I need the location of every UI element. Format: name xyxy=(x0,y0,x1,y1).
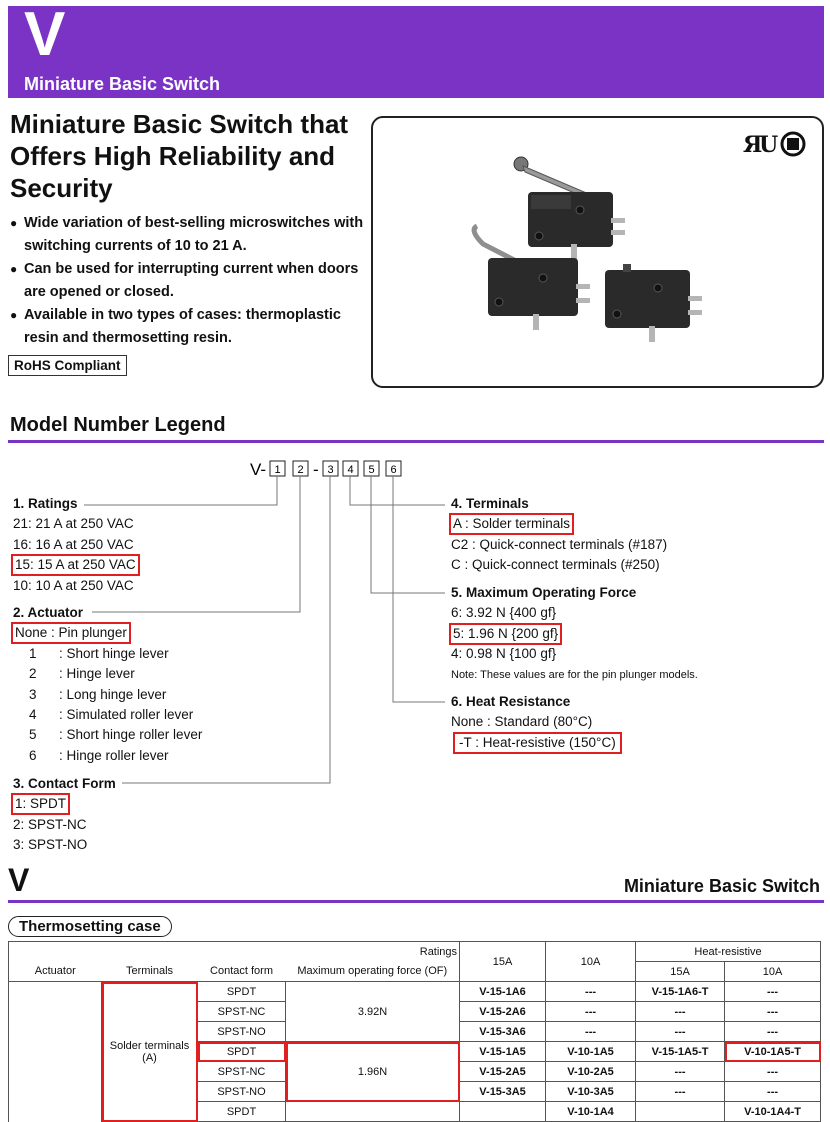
model-cell: V-10-3A5 xyxy=(546,1082,636,1102)
svg-text:U: U xyxy=(759,132,779,158)
heat-title: 6. Heat Resistance xyxy=(451,694,571,709)
actuator-code: 5 xyxy=(29,727,37,743)
rating-item: 16: 16 A at 250 VAC xyxy=(13,536,134,552)
rating-item: 10: 10 A at 250 VAC xyxy=(13,577,134,593)
heat-resistive-header: Heat-resistive xyxy=(636,942,821,962)
model-cell: --- xyxy=(636,1062,725,1082)
contact-cell: SPST-NO xyxy=(198,1022,286,1042)
ul-recognized-icon xyxy=(743,132,778,158)
actuator-item-highlighted: None : Pin plunger xyxy=(15,625,127,641)
model-cell: --- xyxy=(546,1022,636,1042)
force-item: 6: 3.92 N {400 gf} xyxy=(451,605,557,621)
ratings-header: Ratings xyxy=(9,942,460,962)
col-heat-10a: 10A xyxy=(725,962,821,982)
force-item-highlighted: 5: 1.96 N {200 gf} xyxy=(453,625,559,641)
model-cell: --- xyxy=(546,982,636,1002)
model-table xyxy=(8,941,821,1122)
model-cell: --- xyxy=(725,1022,821,1042)
actuator-code: 1 xyxy=(29,645,37,661)
model-cell: --- xyxy=(636,1082,725,1102)
model-cell: --- xyxy=(725,982,821,1002)
contact-cell-highlighted: SPDT xyxy=(198,1042,286,1062)
heat-item-highlighted: -T : Heat-resistive (150°C) xyxy=(455,734,620,752)
actuator-cell xyxy=(9,982,102,1122)
actuator-title: 2. Actuator xyxy=(13,605,84,620)
model-cell: V-10-1A5 xyxy=(546,1042,636,1062)
page2-divider xyxy=(8,900,824,903)
section-divider xyxy=(8,440,824,443)
contact-item-highlighted: 1: SPDT xyxy=(15,796,67,812)
rating-item-highlighted: 15: 15 A at 250 VAC xyxy=(15,557,136,573)
actuator-text: : Short hinge roller lever xyxy=(59,727,203,743)
feature-item: ● Wide variation of best-selling microswitches with switching currents of 10 to 21 A. xyxy=(10,212,375,258)
code-box-2: 2 xyxy=(297,464,304,476)
contact-item: 3: SPST-NO xyxy=(13,837,88,853)
model-cell: V-15-1A6 xyxy=(460,982,546,1002)
page2-series-letter: V xyxy=(8,862,30,898)
ratings-group xyxy=(13,494,138,596)
col-operating-force: Maximum operating force (OF) xyxy=(286,962,460,982)
header-banner xyxy=(8,0,824,98)
model-cell: V-10-2A5 xyxy=(546,1062,636,1082)
ratings-title: 1. Ratings xyxy=(13,496,78,511)
actuator-text: : Hinge lever xyxy=(59,666,135,682)
col-contact-form: Contact form xyxy=(198,962,286,982)
actuator-code: 6 xyxy=(29,747,37,763)
terminal-item-highlighted: A : Solder terminals xyxy=(453,516,571,532)
series-subtitle: Miniature Basic Switch xyxy=(24,74,221,94)
page2-title: Miniature Basic Switch xyxy=(623,876,820,896)
model-cell xyxy=(460,1102,546,1122)
actuator-code: 4 xyxy=(29,707,37,723)
model-cell: --- xyxy=(636,1002,725,1022)
model-cell: V-10-1A4 xyxy=(546,1102,636,1122)
terminal-item: C2 : Quick-connect terminals (#187) xyxy=(451,536,668,552)
force-group xyxy=(451,583,698,685)
heat-group xyxy=(451,692,620,753)
product-headline: Miniature Basic Switch that Offers High Reliability and Security xyxy=(10,109,349,203)
model-cell: --- xyxy=(636,1022,725,1042)
section-title-legend: Model Number Legend xyxy=(10,414,226,436)
model-cell: V-15-1A6-T xyxy=(636,982,725,1002)
actuator-text: : Hinge roller lever xyxy=(59,747,169,763)
force-item: 4: 0.98 N {100 gf} xyxy=(451,646,557,662)
feature-list xyxy=(10,212,375,350)
code-box-6: 6 xyxy=(390,464,397,476)
switch-image-plunger xyxy=(605,264,702,342)
svg-text:Я: Я xyxy=(743,132,763,158)
model-cell: V-15-1A5-T xyxy=(636,1042,725,1062)
code-prefix: V- xyxy=(250,460,267,479)
actuator-code: 2 xyxy=(29,666,37,682)
model-cell: --- xyxy=(725,1002,821,1022)
terminal-item: C : Quick-connect terminals (#250) xyxy=(451,557,660,573)
model-cell: V-15-1A5 xyxy=(460,1042,546,1062)
contact-cell: SPDT xyxy=(198,1102,286,1122)
csa-certified-icon xyxy=(782,133,804,155)
contact-cell: SPST-NC xyxy=(198,1062,286,1082)
col-10a: 10A xyxy=(546,942,636,982)
force-note: Note: These values are for the pin plunger models. xyxy=(451,668,698,681)
model-cell: --- xyxy=(725,1082,821,1102)
actuator-text: : Long hinge lever xyxy=(59,686,167,702)
force-cell xyxy=(286,1102,460,1122)
code-separator: - xyxy=(313,460,319,479)
contact-cell: SPST-NC xyxy=(198,1002,286,1022)
contact-item: 2: SPST-NC xyxy=(13,816,87,832)
model-cell xyxy=(636,1102,725,1122)
model-cell: --- xyxy=(546,1002,636,1022)
switch-image-roller xyxy=(514,157,625,260)
code-box-4: 4 xyxy=(347,464,354,476)
terminals-group xyxy=(451,494,667,576)
force-cell-highlighted: 1.96N xyxy=(286,1042,460,1102)
col-15a: 15A xyxy=(460,942,546,982)
model-cell: V-15-3A5 xyxy=(460,1082,546,1102)
terminals-title: 4. Terminals xyxy=(451,496,529,511)
series-letter: V xyxy=(24,0,66,69)
heat-item: None : Standard (80°C) xyxy=(451,714,593,730)
actuator-text: : Short hinge lever xyxy=(59,645,169,661)
contact-form-group xyxy=(13,774,116,856)
terminal-cell: Solder terminals (A) xyxy=(102,982,198,1122)
feature-item: ● Available in two types of cases: thermoplastic resin and thermosetting resin. xyxy=(10,304,375,350)
col-terminals: Terminals xyxy=(102,962,198,982)
actuator-group xyxy=(13,603,202,766)
rating-item: 21: 21 A at 250 VAC xyxy=(13,516,134,532)
contact-cell: SPST-NO xyxy=(198,1082,286,1102)
model-cell: V-15-2A6 xyxy=(460,1002,546,1022)
force-title: 5. Maximum Operating Force xyxy=(451,585,637,600)
model-cell: V-15-2A5 xyxy=(460,1062,546,1082)
model-cell: V-10-1A4-T xyxy=(725,1102,821,1122)
actuator-text: : Simulated roller lever xyxy=(59,707,194,723)
rohs-badge: RoHS Compliant xyxy=(8,355,127,376)
case-type-label: Thermosetting case xyxy=(8,916,172,937)
actuator-code: 3 xyxy=(29,686,37,702)
col-actuator: Actuator xyxy=(9,962,102,982)
contact-cell: SPDT xyxy=(198,982,286,1002)
model-cell: V-15-3A6 xyxy=(460,1022,546,1042)
product-photo xyxy=(371,116,824,388)
contact-form-title: 3. Contact Form xyxy=(13,776,116,791)
feature-item: ● Can be used for interrupting current when doors are opened or closed. xyxy=(10,258,375,304)
code-box-1: 1 xyxy=(274,464,281,476)
col-heat-15a: 15A xyxy=(636,962,725,982)
code-box-5: 5 xyxy=(368,464,375,476)
model-cell: --- xyxy=(725,1062,821,1082)
force-cell: 3.92N xyxy=(286,982,460,1042)
code-box-3: 3 xyxy=(327,464,334,476)
model-cell-highlighted: V-10-1A5-T xyxy=(725,1042,821,1062)
